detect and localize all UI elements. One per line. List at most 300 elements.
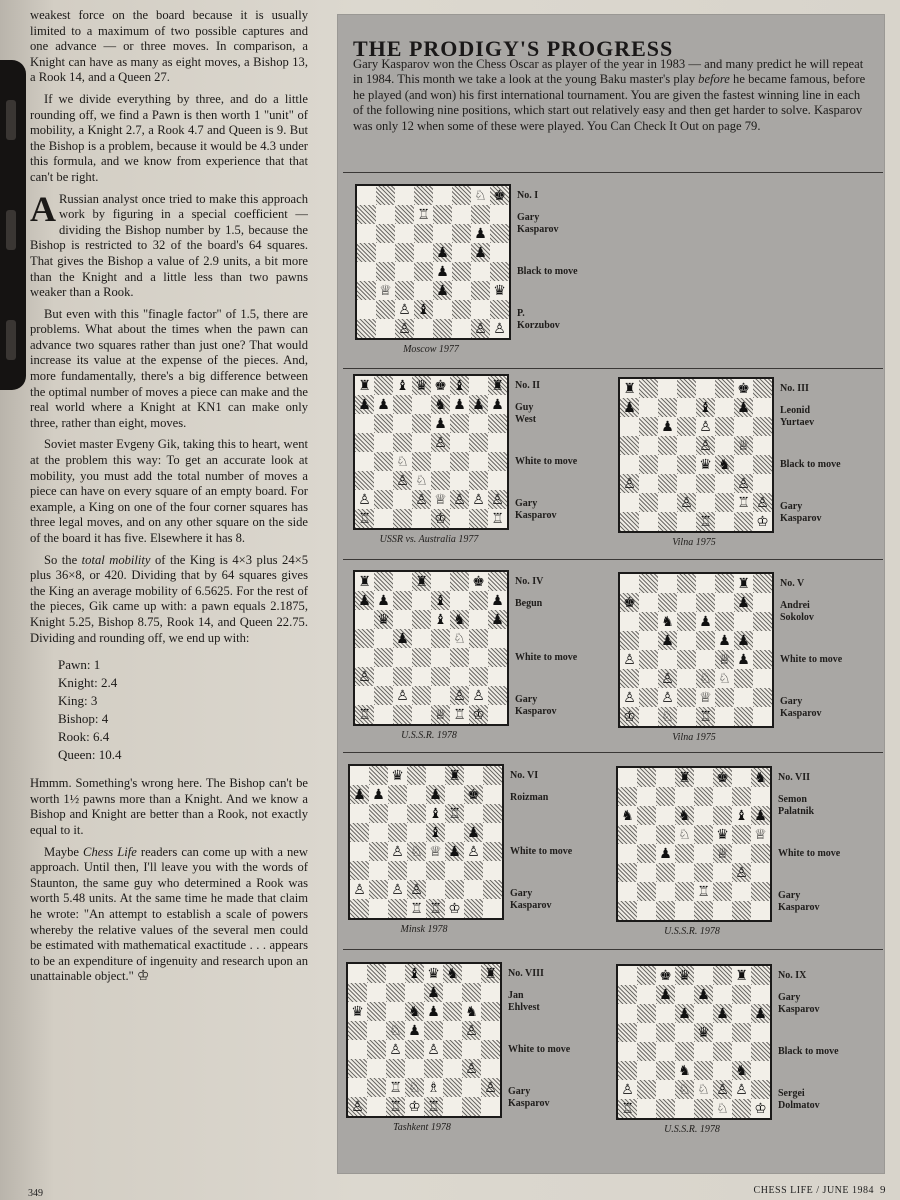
sidebar-panel [337, 14, 885, 1174]
board-square [490, 300, 509, 319]
board-square [426, 785, 445, 804]
board-square [357, 281, 376, 300]
chess-piece-icon: ♙ [472, 491, 485, 508]
board-square [412, 705, 431, 724]
board-square [620, 417, 639, 436]
board-square [481, 1078, 500, 1097]
chess-piece-icon: ♝ [434, 592, 447, 609]
diagram-caption: U.S.S.R. 1978 [664, 1124, 720, 1135]
board-square [732, 882, 751, 901]
board-square [374, 490, 393, 509]
player-name: Gary Kasparov [780, 696, 822, 719]
board-square [405, 1097, 424, 1116]
board-square [469, 433, 488, 452]
board-square [753, 593, 772, 612]
chess-piece-icon: ♜ [623, 380, 636, 397]
board-square [481, 1040, 500, 1059]
board-square [388, 823, 407, 842]
board-square [732, 1061, 751, 1080]
binder-slot [6, 320, 16, 360]
board-square [734, 493, 753, 512]
chess-piece-icon: ♘ [699, 670, 712, 687]
chess-piece-icon: ♟ [737, 651, 750, 668]
board-square [376, 262, 395, 281]
chess-piece-icon: ♕ [434, 491, 447, 508]
chess-piece-icon: ♛ [699, 456, 712, 473]
chess-board [353, 374, 509, 530]
board-square [395, 319, 414, 338]
board-square [639, 379, 658, 398]
position-diagram [347, 562, 617, 747]
board-square [694, 1042, 713, 1061]
board-square [433, 186, 452, 205]
board-square [637, 863, 656, 882]
board-square [618, 844, 637, 863]
board-square [713, 1023, 732, 1042]
board-square [694, 863, 713, 882]
board-square [388, 785, 407, 804]
board-square [481, 983, 500, 1002]
board-square [488, 591, 507, 610]
board-square [658, 417, 677, 436]
chess-piece-icon: ♟ [737, 632, 750, 649]
board-square [734, 688, 753, 707]
board-square [386, 1040, 405, 1059]
board-square [414, 281, 433, 300]
board-square [715, 417, 734, 436]
board-square [452, 262, 471, 281]
board-square [488, 686, 507, 705]
board-square [483, 842, 502, 861]
chess-piece-icon: ♝ [735, 807, 748, 824]
board-square [677, 512, 696, 531]
text: Gary Kasparov won the Chess Oscar as player of the year in 1983 — and many predict he will repeat in 1984. This month we take a look at the young Baku master's play [353, 57, 864, 87]
board-square [715, 650, 734, 669]
board-square [490, 205, 509, 224]
board-square [405, 1040, 424, 1059]
diagram-caption: Minsk 1978 [400, 924, 448, 935]
board-square [483, 880, 502, 899]
chess-piece-icon: ♖ [427, 1098, 440, 1115]
board-square [369, 880, 388, 899]
board-square [696, 398, 715, 417]
board-square [658, 688, 677, 707]
board-square [656, 1042, 675, 1061]
chess-piece-icon: ♖ [737, 494, 750, 511]
board-square [405, 1002, 424, 1021]
board-square [471, 319, 490, 338]
chess-piece-icon: ♙ [661, 670, 674, 687]
board-square [488, 667, 507, 686]
chess-piece-icon: ♖ [410, 900, 423, 917]
chess-piece-icon: ♟ [408, 1022, 421, 1039]
chess-piece-icon: ♙ [680, 494, 693, 511]
divider [343, 559, 883, 560]
board-square [715, 455, 734, 474]
chess-piece-icon: ♟ [427, 984, 440, 1001]
board-square [414, 319, 433, 338]
chess-piece-icon: ♖ [697, 883, 710, 900]
board-square [445, 861, 464, 880]
board-square [677, 474, 696, 493]
board-square [696, 493, 715, 512]
board-square [405, 1021, 424, 1040]
board-square [483, 823, 502, 842]
binder-slot [6, 100, 16, 140]
board-square [656, 825, 675, 844]
chess-piece-icon: ♘ [408, 1079, 421, 1096]
board-square [751, 1061, 770, 1080]
board-square [412, 572, 431, 591]
board-square [367, 1059, 386, 1078]
board-square [464, 785, 483, 804]
board-square [696, 455, 715, 474]
board-square [469, 686, 488, 705]
chess-piece-icon: ♙ [661, 689, 674, 706]
chess-piece-icon: ♙ [453, 687, 466, 704]
chess-piece-icon: ♜ [735, 967, 748, 984]
board-square [637, 985, 656, 1004]
chess-piece-icon: ♖ [358, 510, 371, 527]
chess-piece-icon: ♟ [474, 225, 487, 242]
board-square [637, 1099, 656, 1118]
board-square [694, 1023, 713, 1042]
board-square [637, 806, 656, 825]
board-square [751, 768, 770, 787]
chess-piece-icon: ♙ [434, 434, 447, 451]
board-square [677, 669, 696, 688]
board-square [488, 648, 507, 667]
emphasis: before [698, 72, 730, 87]
page-number-left: 349 [28, 1188, 43, 1199]
board-square [696, 593, 715, 612]
board-square [452, 186, 471, 205]
board-square [677, 436, 696, 455]
board-square [469, 414, 488, 433]
board-square [751, 825, 770, 844]
board-square [488, 376, 507, 395]
board-square [431, 376, 450, 395]
board-square [407, 899, 426, 918]
board-square [734, 455, 753, 474]
board-square [694, 1061, 713, 1080]
player-name: Gary Kasparov [778, 992, 820, 1015]
board-square [424, 1097, 443, 1116]
board-square [407, 823, 426, 842]
board-square [751, 882, 770, 901]
board-square [618, 787, 637, 806]
board-square [388, 899, 407, 918]
board-square [348, 1040, 367, 1059]
board-square [374, 610, 393, 629]
board-square [751, 1023, 770, 1042]
board-square [412, 686, 431, 705]
chess-piece-icon: ♘ [718, 670, 731, 687]
board-square [393, 414, 412, 433]
board-square [675, 844, 694, 863]
paragraph [30, 188, 308, 301]
board-square [469, 572, 488, 591]
chess-piece-icon: ♙ [398, 301, 411, 318]
board-square [639, 612, 658, 631]
player-name: Gary Kasparov [517, 212, 559, 235]
chess-piece-icon: ♖ [621, 1100, 634, 1117]
board-square [452, 224, 471, 243]
board-square [753, 417, 772, 436]
board-square [431, 610, 450, 629]
board-square [715, 398, 734, 417]
chess-piece-icon: ♔ [623, 708, 636, 725]
board-square [696, 612, 715, 631]
side-to-move: White to move [508, 1044, 571, 1055]
board-square [433, 205, 452, 224]
board-square [393, 705, 412, 724]
board-square [675, 825, 694, 844]
board-square [469, 509, 488, 528]
board-square [753, 612, 772, 631]
board-square [732, 1004, 751, 1023]
board-square [675, 768, 694, 787]
board-square [445, 880, 464, 899]
board-square [694, 787, 713, 806]
board-square [639, 512, 658, 531]
board-square [452, 205, 471, 224]
board-square [696, 417, 715, 436]
board-square [407, 804, 426, 823]
board-square [656, 1061, 675, 1080]
board-square [694, 768, 713, 787]
board-square [753, 688, 772, 707]
board-square [431, 648, 450, 667]
board-square [713, 985, 732, 1004]
chess-piece-icon: ♝ [429, 824, 442, 841]
board-square [488, 705, 507, 724]
board-square [369, 842, 388, 861]
board-square [696, 650, 715, 669]
board-square [369, 804, 388, 823]
board-square [450, 509, 469, 528]
board-square [488, 471, 507, 490]
board-square [469, 471, 488, 490]
diagram-number: No. II [515, 380, 541, 391]
board-square [618, 825, 637, 844]
board-square [431, 572, 450, 591]
board-square [715, 612, 734, 631]
board-square [490, 262, 509, 281]
board-square [426, 880, 445, 899]
board-square [490, 186, 509, 205]
board-square [357, 319, 376, 338]
board-square [393, 433, 412, 452]
board-square [367, 1078, 386, 1097]
chess-piece-icon: ♘ [697, 1081, 710, 1098]
board-square [462, 1078, 481, 1097]
chess-piece-icon: ♟ [754, 807, 767, 824]
board-square [618, 901, 637, 920]
chess-piece-icon: ♙ [358, 491, 371, 508]
diagram-caption: U.S.S.R. 1978 [401, 730, 457, 741]
chess-board [353, 570, 509, 726]
chess-piece-icon: ♞ [453, 611, 466, 628]
chess-piece-icon: ♙ [358, 668, 371, 685]
board-square [734, 574, 753, 593]
board-square [443, 964, 462, 983]
board-square [464, 880, 483, 899]
chess-piece-icon: ♝ [453, 377, 466, 394]
board-square [450, 490, 469, 509]
board-square [471, 300, 490, 319]
board-square [376, 243, 395, 262]
board-square [355, 667, 374, 686]
board-square [677, 593, 696, 612]
board-square [490, 319, 509, 338]
board-square [618, 882, 637, 901]
board-square [374, 395, 393, 414]
chess-piece-icon: ♚ [493, 187, 506, 204]
chess-piece-icon: ♜ [491, 377, 504, 394]
diagram-number: No. III [780, 383, 809, 394]
board-square [658, 650, 677, 669]
board-square [355, 471, 374, 490]
board-square [713, 1042, 732, 1061]
board-square [696, 631, 715, 650]
chess-piece-icon: ♛ [415, 377, 428, 394]
board-square [734, 398, 753, 417]
board-square [374, 414, 393, 433]
chess-piece-icon: ♘ [474, 187, 487, 204]
diagram-number: No. VI [510, 770, 539, 781]
board-square [374, 667, 393, 686]
board-square [734, 612, 753, 631]
board-square [734, 379, 753, 398]
board-square [471, 224, 490, 243]
chess-piece-icon: ♟ [472, 396, 485, 413]
board-square [450, 414, 469, 433]
board-square [443, 1078, 462, 1097]
chess-board [346, 962, 502, 1118]
paragraph-text: Russian analyst once tried to make this approach work by figuring in a special coefficient — dividing the Bishop number by 1.5, because the Bishop is restricted to 32 of the board's 64 squares. That gives the Bishop a value of 2.9 units, a bit more than the Knight and a little less than two pawns weaker than a Rook. [30, 191, 308, 300]
board-square [433, 281, 452, 300]
binder-slot [6, 210, 16, 250]
board-square [618, 1061, 637, 1080]
board-square [469, 452, 488, 471]
board-square [696, 707, 715, 726]
chess-piece-icon: ♕ [429, 843, 442, 860]
board-square [656, 985, 675, 1004]
board-square [658, 512, 677, 531]
board-square [357, 243, 376, 262]
board-square [618, 985, 637, 1004]
position-diagram [340, 954, 610, 1139]
chess-piece-icon: ♟ [678, 1005, 691, 1022]
player-name: Gary Kasparov [515, 694, 557, 717]
chess-piece-icon: ♙ [467, 843, 480, 860]
board-square [374, 591, 393, 610]
board-square [450, 395, 469, 414]
board-square [348, 1078, 367, 1097]
board-square [751, 787, 770, 806]
chess-piece-icon: ♙ [621, 1081, 634, 1098]
board-square [386, 1097, 405, 1116]
board-square [618, 966, 637, 985]
board-square [637, 825, 656, 844]
board-square [414, 205, 433, 224]
player-name: Gary Kasparov [508, 1086, 550, 1109]
player-name: Jan Ehlvest [508, 990, 540, 1013]
board-square [656, 768, 675, 787]
board-square [431, 433, 450, 452]
board-square [393, 591, 412, 610]
board-square [450, 471, 469, 490]
board-square [350, 861, 369, 880]
board-square [713, 863, 732, 882]
board-square [618, 1004, 637, 1023]
board-square [367, 964, 386, 983]
chess-piece-icon: ♙ [472, 687, 485, 704]
chess-piece-icon: ♟ [697, 986, 710, 1003]
board-square [369, 785, 388, 804]
chess-piece-icon: ♛ [427, 965, 440, 982]
board-square [374, 471, 393, 490]
board-square [713, 787, 732, 806]
board-square [732, 1099, 751, 1118]
board-square [450, 686, 469, 705]
board-square [462, 1097, 481, 1116]
board-square [675, 787, 694, 806]
board-square [355, 648, 374, 667]
board-square [464, 804, 483, 823]
chess-piece-icon: ♞ [465, 1003, 478, 1020]
board-square [637, 1004, 656, 1023]
chess-piece-icon: ♟ [436, 282, 449, 299]
board-square [424, 1040, 443, 1059]
board-square [431, 414, 450, 433]
piece-value: Bishop: 4 [58, 711, 109, 727]
board-square [753, 379, 772, 398]
board-square [424, 1078, 443, 1097]
board-square [424, 1059, 443, 1078]
board-square [443, 1002, 462, 1021]
board-square [715, 574, 734, 593]
piece-value: Queen: 10.4 [58, 747, 122, 763]
board-square [734, 707, 753, 726]
board-square [386, 983, 405, 1002]
king-end-icon: ♔ [136, 969, 150, 985]
chess-piece-icon: ♟ [491, 611, 504, 628]
board-square [675, 882, 694, 901]
board-square [715, 631, 734, 650]
chess-piece-icon: ♙ [737, 475, 750, 492]
paragraph: Hmmm. Something's wrong here. The Bishop can't be worth 1½ pawns more than a Knight. And we know a Bishop and Knight are better than a Rook, not exactly equal to it. [30, 776, 308, 837]
board-square [433, 300, 452, 319]
paragraph: If we divide everything by three, and do a little rounding off, we find a Pawn is then worth 1 "unit" of mobility, a Knight 2.7, a Rook 4.7 and Queen is 9. But the Bishop is a problem, because it would be 4.3 under this formula, and we know from experience that that can't be right. [30, 91, 308, 184]
chess-piece-icon: ♙ [351, 1098, 364, 1115]
board-square [393, 490, 412, 509]
diagram-caption: Moscow 1977 [403, 344, 459, 355]
piece-values-list [58, 656, 308, 764]
chess-piece-icon: ♖ [448, 805, 461, 822]
board-square [483, 899, 502, 918]
chess-piece-icon: ♜ [678, 769, 691, 786]
chess-piece-icon: ♙ [465, 1022, 478, 1039]
board-square [488, 414, 507, 433]
board-square [696, 512, 715, 531]
board-square [469, 705, 488, 724]
board-square [355, 490, 374, 509]
board-square [481, 1021, 500, 1040]
board-square [445, 899, 464, 918]
chess-piece-icon: ♟ [427, 1003, 440, 1020]
